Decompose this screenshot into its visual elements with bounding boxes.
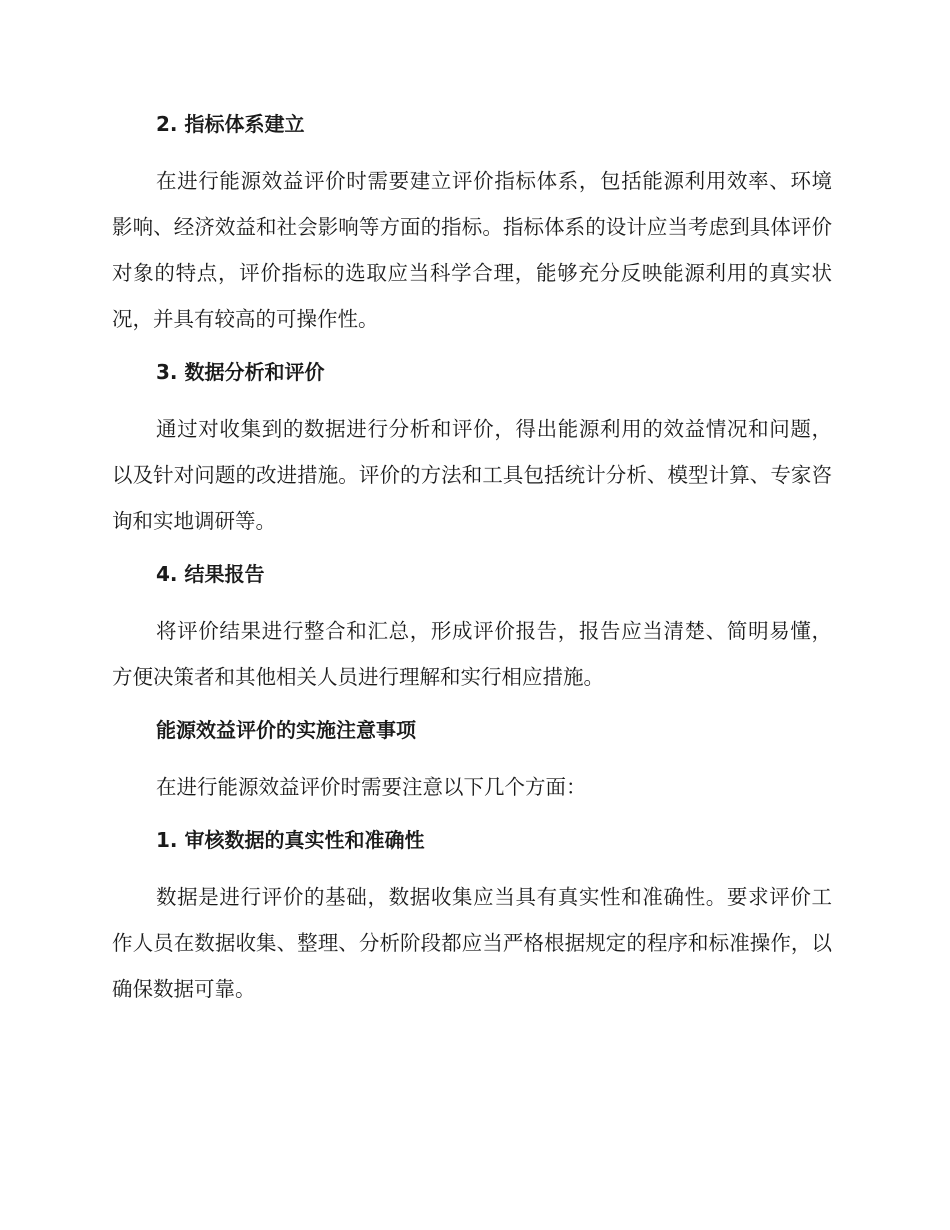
paragraph-result-report: 将评价结果进行整合和汇总，形成评价报告，报告应当清楚、简明易懂，方便决策者和其他相关人员进行理解和实行相应措施。 [112, 619, 832, 689]
document-page [112, 108, 832, 1012]
section-heading-result-report: 4. 结果报告 [156, 562, 265, 586]
section-heading-data-analysis: 3. 数据分析和评价 [156, 360, 325, 384]
paragraph-data-verification: 数据是进行评价的基础，数据收集应当具有真实性和准确性。要求评价工作人员在数据收集、整理、分析阶段都应当严格根据规定的程序和标准操作，以确保数据可靠。 [112, 885, 832, 1001]
paragraph-indicator-system: 在进行能源效益评价时需要建立评价指标体系，包括能源利用效率、环境影响、经济效益和社会影响等方面的指标。指标体系的设计应当考虑到具体评价对象的特点，评价指标的选取应当科学合理，能够充分反映能源利用的真实状况，并具有较高的可操作性。 [112, 169, 832, 331]
section-heading-implementation-notes: 能源效益评价的实施注意事项 [156, 718, 416, 742]
section-heading-indicator-system: 2. 指标体系建立 [156, 112, 305, 136]
paragraph-data-analysis: 通过对收集到的数据进行分析和评价，得出能源利用的效益情况和问题，以及针对问题的改进措施。评价的方法和工具包括统计分析、模型计算、专家咨询和实地调研等。 [112, 417, 832, 533]
section-heading-data-verification: 1. 审核数据的真实性和准确性 [156, 828, 425, 852]
paragraph-implementation-intro: 在进行能源效益评价时需要注意以下几个方面： [156, 775, 587, 799]
